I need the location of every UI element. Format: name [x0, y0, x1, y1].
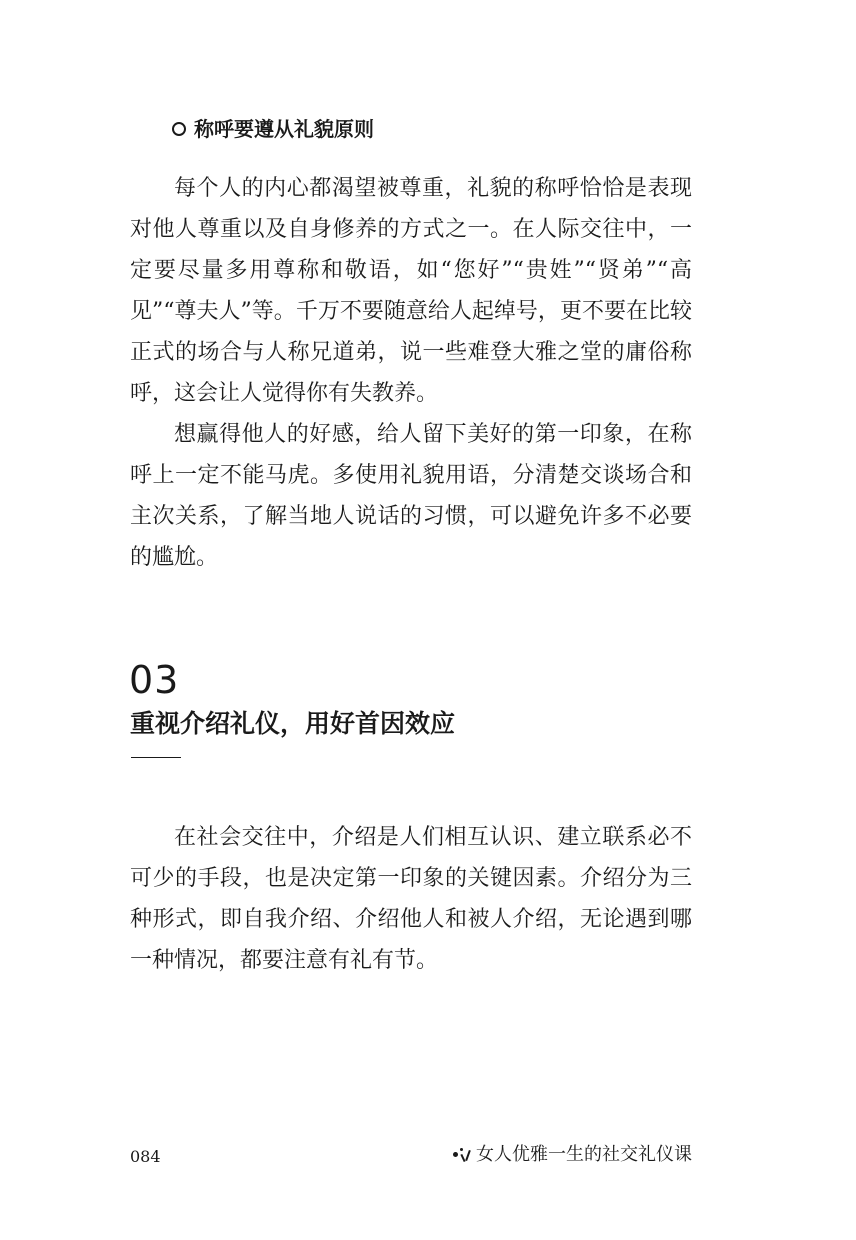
subsection-heading [172, 114, 374, 144]
book-title: 女人优雅一生的社交礼仪课 [476, 1144, 692, 1165]
body-text-block-2 [130, 817, 692, 981]
section-number: 03 [129, 658, 180, 702]
running-footer [452, 1142, 692, 1168]
decorative-dots-icon [452, 1146, 472, 1164]
page-number: 084 [130, 1147, 161, 1166]
section-title: 重视介绍礼仪，用好首因效应 [130, 709, 456, 738]
circle-bullet-icon [172, 122, 186, 136]
paragraph: 在社会交往中，介绍是人们相互认识、建立联系必不可少的手段，也是决定第一印象的关键因素。介绍分为三种形式，即自我介绍、介绍他人和被人介绍，无论遇到哪一种情况，都要注意有礼有节。 [130, 825, 692, 973]
title-underline [131, 757, 181, 758]
paragraph: 想赢得他人的好感，给人留下美好的第一印象，在称呼上一定不能马虎。多使用礼貌用语，分清楚交谈场合和主次关系，了解当地人说话的习惯，可以避免许多不必要的尴尬。 [130, 422, 692, 570]
subsection-title: 称呼要遵从礼貌原则 [194, 117, 374, 141]
paragraph: 每个人的内心都渴望被尊重，礼貌的称呼恰恰是表现对他人尊重以及自身修养的方式之一。在人际交往中，一定要尽量多用尊称和敬语，如“您好”“贵姓”“贤弟”“高见”“尊夫人”等。千万不要随意给人起绰号，更不要在比较正式的场合与人称兄道弟，说一些难登大雅之堂的庸俗称呼，这会让人觉得你有失教养。 [130, 176, 692, 406]
body-text-block-1 [130, 168, 692, 578]
